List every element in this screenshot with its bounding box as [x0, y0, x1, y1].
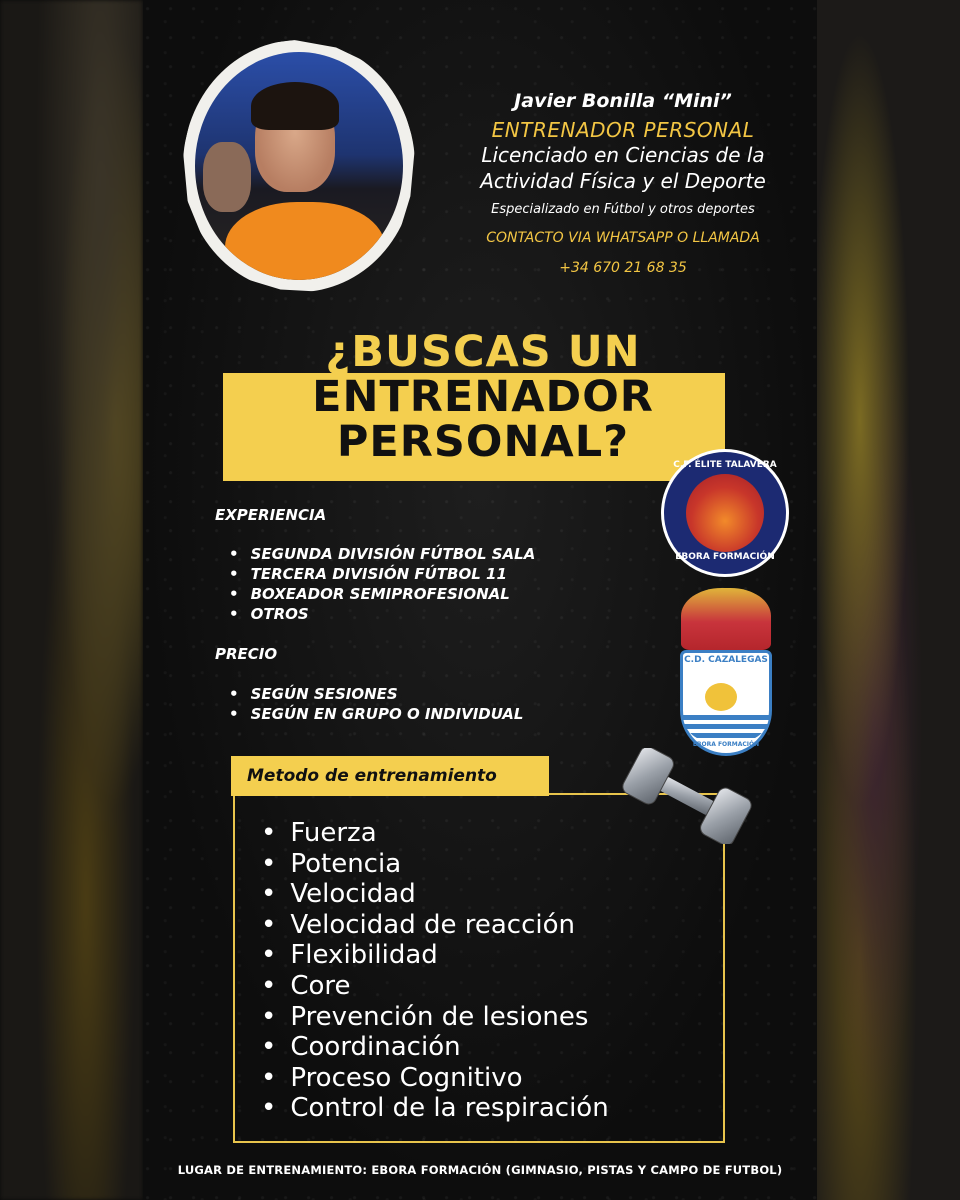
header-info	[443, 90, 803, 277]
list-item: • Coordinación	[261, 1032, 609, 1063]
crest2-top-text: C.D. CAZALEGAS	[684, 655, 768, 665]
method-title: Metodo de entrenamiento	[231, 756, 549, 796]
list-item: • Potencia	[261, 849, 609, 880]
list-item: • SEGÚN EN GRUPO O INDIVIDUAL	[229, 704, 523, 724]
club-crest-cazalegas	[676, 588, 776, 760]
method-list	[261, 818, 609, 1124]
price-label: PRECIO	[215, 645, 278, 663]
blurred-background-right	[817, 0, 960, 1200]
list-item: • Control de la respiración	[261, 1093, 609, 1124]
crest1-bottom-text: EBORA FORMACIÓN	[675, 552, 775, 562]
list-item: • BOXEADOR SEMIPROFESIONAL	[229, 584, 535, 604]
trainer-role: ENTRENADOR PERSONAL	[491, 118, 755, 142]
phone-number[interactable]: +34 670 21 68 35	[559, 260, 687, 276]
list-item: • OTROS	[229, 604, 535, 624]
crest2-bottom-text: EBORA FORMACIÓN	[692, 741, 760, 748]
headline-line-3: PERSONAL?	[336, 417, 630, 467]
photo-background-person	[203, 142, 251, 212]
blurred-background-left	[0, 0, 143, 1200]
experience-list	[229, 544, 535, 624]
profile-photo	[195, 52, 403, 280]
list-item: • Velocidad	[261, 879, 609, 910]
headline-line-1: ¿BUSCAS UN	[325, 327, 641, 377]
price-list	[229, 684, 523, 724]
list-item: • Proceso Cognitivo	[261, 1063, 609, 1094]
list-item: • Flexibilidad	[261, 940, 609, 971]
poster	[143, 0, 817, 1200]
photo-shirt	[225, 202, 385, 280]
crest2-shield	[680, 650, 772, 756]
club-crest-elite-talavera	[661, 449, 789, 577]
headline-line-2: ENTRENADOR	[312, 372, 654, 422]
list-item: • TERCERA DIVISIÓN FÚTBOL 11	[229, 564, 535, 584]
experience-label: EXPERIENCIA	[215, 506, 327, 524]
list-item: • Velocidad de reacción	[261, 910, 609, 941]
phoenix-emblem	[686, 474, 764, 552]
specialty: Especializado en Fútbol y otros deportes	[491, 202, 755, 217]
list-item: • Core	[261, 971, 609, 1002]
profile-photo-frame	[183, 40, 415, 292]
crown-icon	[681, 588, 771, 650]
degree-line-2: Actividad Física y el Deporte	[480, 169, 766, 193]
trainer-name: Javier Bonilla “Mini”	[514, 90, 732, 112]
contact-label: CONTACTO VIA WHATSAPP O LLAMADA	[486, 230, 760, 246]
list-item: • SEGUNDA DIVISIÓN FÚTBOL SALA	[229, 544, 535, 564]
dumbbell-icon	[617, 748, 757, 844]
photo-hair	[251, 82, 339, 130]
crest1-top-text: C.F. ÉLITE TALAVERA	[673, 460, 777, 470]
jug-icon	[705, 683, 737, 711]
degree-line-1: Licenciado en Ciencias de la	[481, 143, 765, 167]
list-item: • Fuerza	[261, 818, 609, 849]
list-item: • Prevención de lesiones	[261, 1002, 609, 1033]
footer-location: LUGAR DE ENTRENAMIENTO: EBORA FORMACIÓN (GIMNASIO, PISTAS Y CAMPO DE FUTBOL)	[177, 1163, 783, 1177]
water-waves	[683, 715, 769, 741]
list-item: • SEGÚN SESIONES	[229, 684, 523, 704]
